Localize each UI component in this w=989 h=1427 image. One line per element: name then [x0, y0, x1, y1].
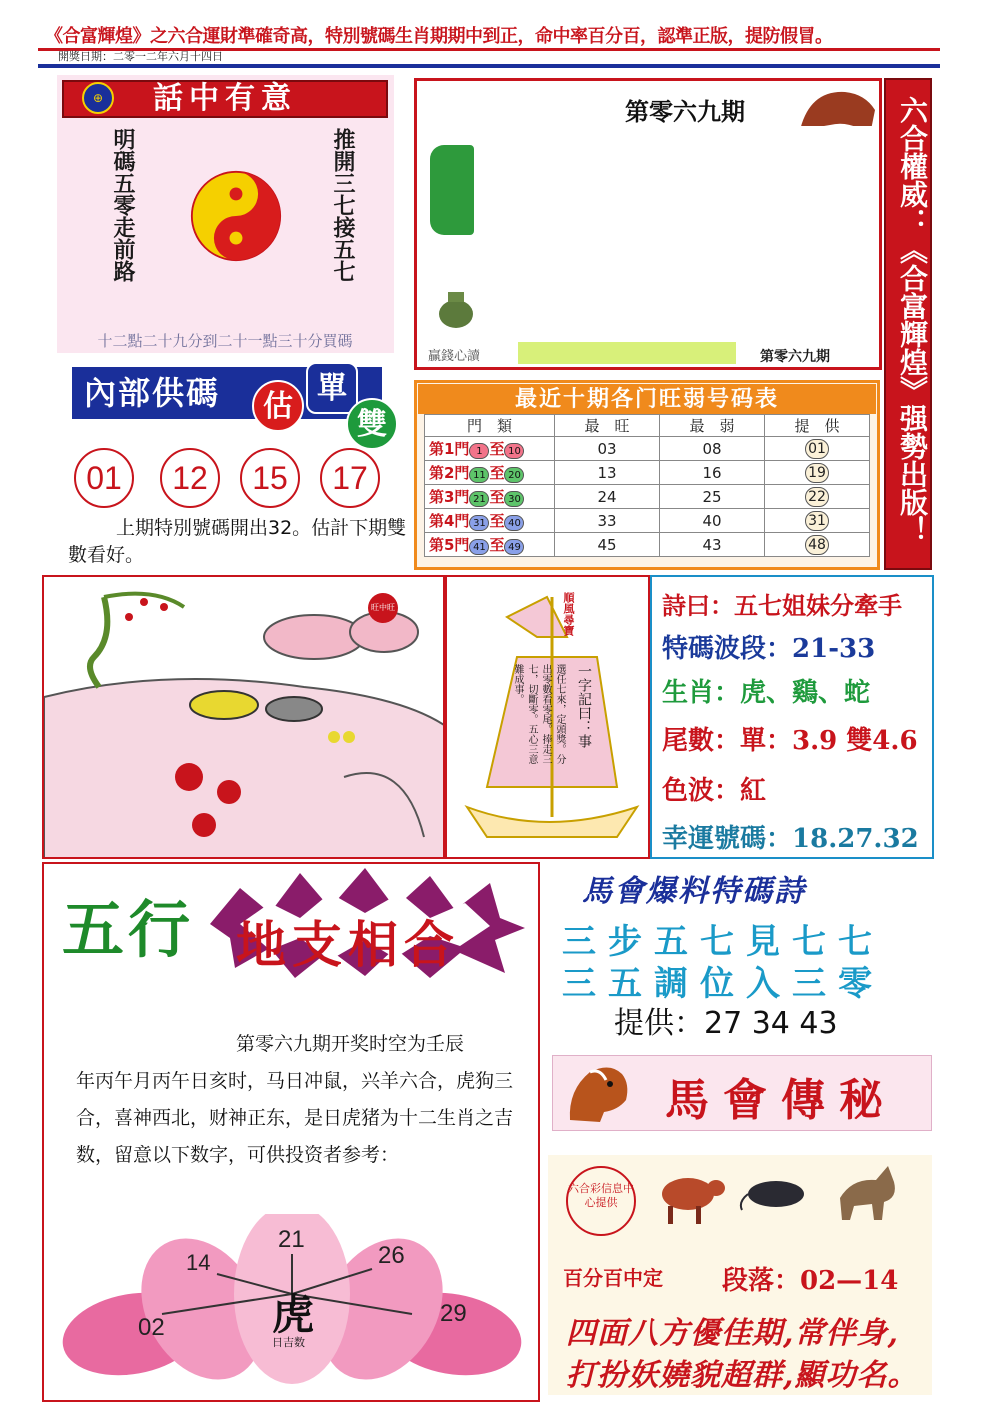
wuxing-text	[76, 1026, 526, 1174]
lotus-caption: 日吉数	[272, 1336, 305, 1349]
pick-value: 19	[805, 463, 829, 483]
inner-number: 17	[320, 448, 380, 508]
lucky-label: 幸運號碼：	[662, 824, 793, 854]
lucky-value: 18.27.32	[792, 824, 919, 854]
logo-icon: ⊕	[82, 82, 114, 114]
segment-range: 段落：02—14	[722, 1266, 899, 1296]
door-from-ball: 21	[469, 491, 489, 507]
door-cell	[425, 533, 555, 557]
door-cell	[425, 461, 555, 485]
talk-left-column: 明碼五零走前路	[110, 128, 135, 282]
door-to-ball: 30	[504, 491, 524, 507]
cow-icon	[654, 1166, 726, 1228]
inner-code-title: 內部供碼	[72, 367, 382, 419]
pick-cell	[765, 461, 870, 485]
door-to-ball: 49	[504, 539, 524, 555]
lotus-center: 虎	[272, 1290, 315, 1339]
draw-date: 開獎日期：二零一二年六月十四日	[58, 50, 223, 63]
color-wave-line: 色波：紅	[662, 776, 767, 806]
rat-icon	[738, 1172, 816, 1212]
worst-cell: 08	[660, 437, 765, 461]
door-from-ball: 31	[469, 515, 489, 531]
lotus-number: 02	[138, 1314, 165, 1341]
door-to-label: 至	[489, 512, 505, 530]
secret-title: 馬會傳秘	[665, 1075, 897, 1126]
pick-value: 01	[805, 439, 829, 459]
pick-value: 48	[805, 535, 829, 555]
horse-head-icon	[560, 1060, 638, 1126]
inner-code-note: 上期特別號碼開出32。估計下期雙數看好。	[68, 517, 407, 566]
door-label: 第2門	[429, 464, 470, 482]
best-cell: 03	[555, 437, 660, 461]
pick-value: 22	[805, 487, 829, 507]
door-to-label: 至	[489, 536, 505, 554]
door-cell	[425, 437, 555, 461]
leak-poem-provide: 提供：27 34 43	[614, 1006, 838, 1041]
pick-value: 31	[805, 511, 829, 531]
art-badge: 旺中旺	[368, 593, 398, 623]
door-from-ball: 1	[469, 443, 489, 459]
door-table-title: 最近十期各门旺弱号码表	[418, 384, 876, 414]
poem-line: 詩曰：五七姐妹分牽手	[662, 591, 902, 620]
door-table-row	[425, 437, 870, 461]
tail-value: 單：3.9 雙4.6	[740, 726, 918, 756]
lotus-number: 14	[186, 1250, 211, 1275]
money-bag-icon	[436, 284, 476, 330]
best-cell: 13	[555, 461, 660, 485]
tag-single: 單	[306, 362, 358, 414]
door-from-ball: 41	[469, 539, 489, 555]
inner-number: 01	[74, 448, 134, 508]
pick-cell	[765, 437, 870, 461]
column-header: 最 弱	[660, 415, 765, 437]
talk-box-title: 話中有意	[62, 80, 388, 118]
wuxing-title-a: 五行	[62, 893, 195, 966]
leak-poem-line: 三五調位入三零	[562, 964, 884, 1004]
ad-green-graphic	[430, 145, 474, 235]
pick-cell	[765, 533, 870, 557]
lucky-line	[662, 818, 919, 855]
leak-poem-line: 三步五七見七七	[562, 922, 884, 962]
door-to-label: 至	[489, 440, 505, 458]
header-rule-blue	[38, 64, 940, 68]
ad-issue-number: 第零六九期	[625, 97, 745, 126]
ad-footer-issue: 第零六九期	[760, 349, 830, 365]
seal-stamp: 六合彩信息中心提供	[566, 1166, 636, 1236]
lotus-number: 21	[278, 1226, 305, 1253]
door-label: 第3門	[429, 488, 470, 506]
door-table-row	[425, 485, 870, 509]
door-to-ball: 10	[504, 443, 524, 459]
inner-number: 12	[160, 448, 220, 508]
door-label: 第4門	[429, 512, 470, 530]
lotus-number: 29	[440, 1300, 467, 1327]
ad-redacted-area	[474, 126, 874, 342]
column-header: 門 類	[425, 415, 555, 437]
wave-value: 21-33	[792, 634, 876, 664]
wuxing-text-rest: 年丙午月丙午日亥时，马日冲鼠，兴羊六合，虎狗三合，喜神西北，财神正东，是日虎猪为十二生肖之吉数，留意以下数字，可供投资者参考：	[76, 1070, 514, 1166]
yin-yang-icon	[190, 170, 282, 262]
certainty-label: 百分百中定	[563, 1266, 663, 1290]
boat-sail-text: 順風尋寶	[562, 592, 575, 636]
talk-box-footer: 十二點二十九分到二十一點三十分買碼	[97, 332, 353, 350]
door-table-header-row	[425, 415, 870, 437]
column-header: 最 旺	[555, 415, 660, 437]
door-to-ball: 40	[504, 515, 524, 531]
header-tagline: 《合富輝煌》之六合運財準確奇高，特別號碼生肖期期中到正，命中率百分百，認準正版，提防假冒。	[45, 26, 833, 47]
door-label: 第1門	[429, 440, 470, 458]
wuxing-title-b: 地支相合	[236, 915, 460, 974]
talk-right-column: 推開三七接五七	[330, 128, 355, 282]
worst-cell: 40	[660, 509, 765, 533]
tail-line	[662, 720, 918, 757]
worst-cell: 16	[660, 461, 765, 485]
door-table-row	[425, 509, 870, 533]
wave-segment	[662, 628, 875, 665]
boat-verse-b: 選任七來，定頭獎。分出零數看零尾。捧走三七，切斷零。五心三意難成事。	[512, 664, 565, 764]
tag-double: 雙	[346, 398, 398, 450]
best-cell: 33	[555, 509, 660, 533]
side-banner-text: 六合權威：《合富輝煌》强勢出版！	[896, 96, 929, 544]
leak-poem-title: 馬會爆料特碼詩	[582, 874, 806, 909]
wave-label: 特碼波段：	[662, 634, 793, 664]
column-header: 提 供	[765, 415, 870, 437]
secret-verse: 四面八方優佳期,常伴身,	[566, 1316, 899, 1351]
door-from-ball: 11	[469, 467, 489, 483]
door-cell	[425, 485, 555, 509]
worst-cell: 25	[660, 485, 765, 509]
boat-verse-a: 一字記曰：事	[576, 664, 592, 748]
pick-cell	[765, 485, 870, 509]
wuxing-text-first: 第零六九期开奖时空为壬辰	[236, 1033, 465, 1055]
inner-number: 15	[240, 448, 300, 508]
worst-cell: 43	[660, 533, 765, 557]
best-cell: 24	[555, 485, 660, 509]
door-label: 第5門	[429, 536, 470, 554]
door-table	[424, 414, 870, 557]
wolf-icon	[832, 1158, 900, 1224]
lotus-number: 26	[378, 1242, 405, 1269]
tail-label: 尾數：	[662, 726, 741, 756]
door-table-row	[425, 533, 870, 557]
door-to-label: 至	[489, 488, 505, 506]
door-to-ball: 20	[504, 467, 524, 483]
ad-footer-label: 贏錢心讀	[428, 349, 481, 364]
zodiac-line: 生肖：虎、鷄、蛇	[662, 678, 871, 708]
door-table-row	[425, 461, 870, 485]
secret-verse: 打扮妖嬈貌超群,顯功名。	[566, 1358, 919, 1393]
door-cell	[425, 509, 555, 533]
best-cell: 45	[555, 533, 660, 557]
ad-footer-bar	[518, 342, 736, 364]
door-to-label: 至	[489, 464, 505, 482]
pick-cell	[765, 509, 870, 533]
tag-estimate: 估	[252, 380, 304, 432]
